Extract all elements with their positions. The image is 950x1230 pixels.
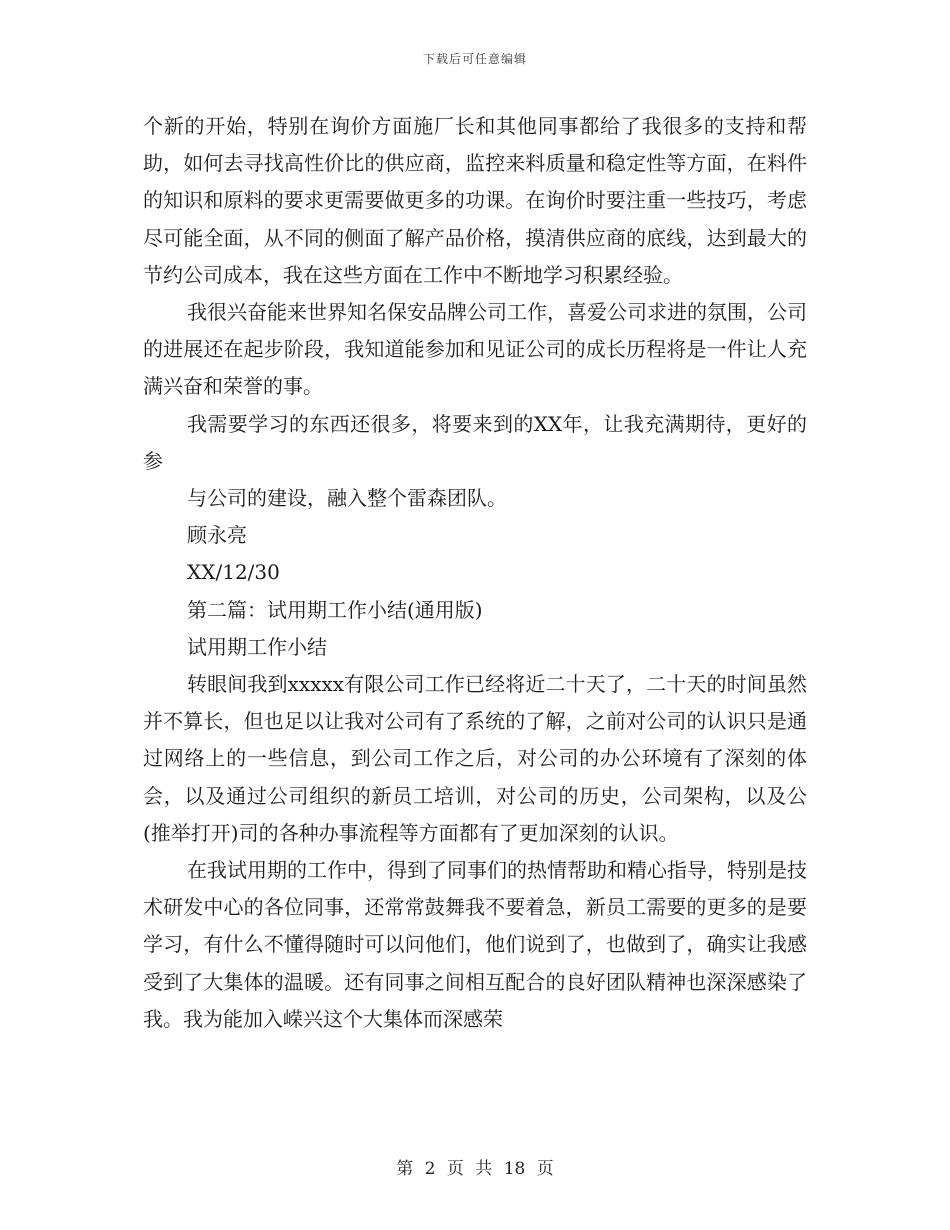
page-header: 下载后可任意编辑 [422, 52, 527, 66]
paragraph: 我很兴奋能来世界知名保安品牌公司工作，喜爱公司求进的氛围，公司的进展还在起步阶段，我知道能参加和见证公司的成长历程将是一件让人充满兴奋和荣誉的事。 [143, 300, 807, 399]
section-title: 试用期工作小结 [187, 634, 327, 659]
section-heading: 第二篇：试用期工作小结(通用版) [187, 597, 483, 622]
page-footer: 第 2 页 共 18 页 [396, 1159, 554, 1179]
paragraph: 转眼间我到xxxxx有限公司工作已经将近二十天了，二十天的时间虽然并不算长，但也足以让我对公司有了系统的了解，之前对公司的认识只是通过网络上的一些信息，到公司工作之后，对公司的办公环境有了深刻的体会，以及通过公司组织的新员工培训，对公司的历史，公司架构，以及公(推举打开)司的各种办事流程等方面都有了更加深刻的认识。 [143, 672, 807, 845]
paragraph: 在我试用期的工作中，得到了同事们的热情帮助和精心指导，特别是技术研发中心的各位同事，还常常鼓舞我不要着急，新员工需要的更多的是要学习，有什么不懂得随时可以问他们，他们说到了，也做到了，确实让我感受到了大集体的温暖。还有同事之间相互配合的良好团队精神也深深感染了我。我为能加入嵘兴这个大集体而深感荣 [143, 858, 807, 1031]
paragraph: 我需要学习的东西还很多，将要来到的XX年，让我充满期待，更好的参 [143, 411, 807, 473]
signature-date: XX/12/30 [187, 560, 280, 585]
paragraph-line: 与公司的建设，融入整个雷森团队。 [187, 486, 507, 511]
document-body [143, 108, 807, 1038]
signature-name: 顾永亮 [187, 523, 247, 548]
paragraph-continuation: 个新的开始，特别在询价方面施厂长和其他同事都给了我很多的支持和帮助，如何去寻找高性价比的供应商，监控来料质量和稳定性等方面，在料件的知识和原料的要求更需要做更多的功课。在询价时要注重一些技巧，考虑尽可能全面，从不同的侧面了解产品价格，摸清供应商的底线，达到最大的节约公司成本，我在这些方面在工作中不断地学习积累经验。 [143, 114, 807, 287]
